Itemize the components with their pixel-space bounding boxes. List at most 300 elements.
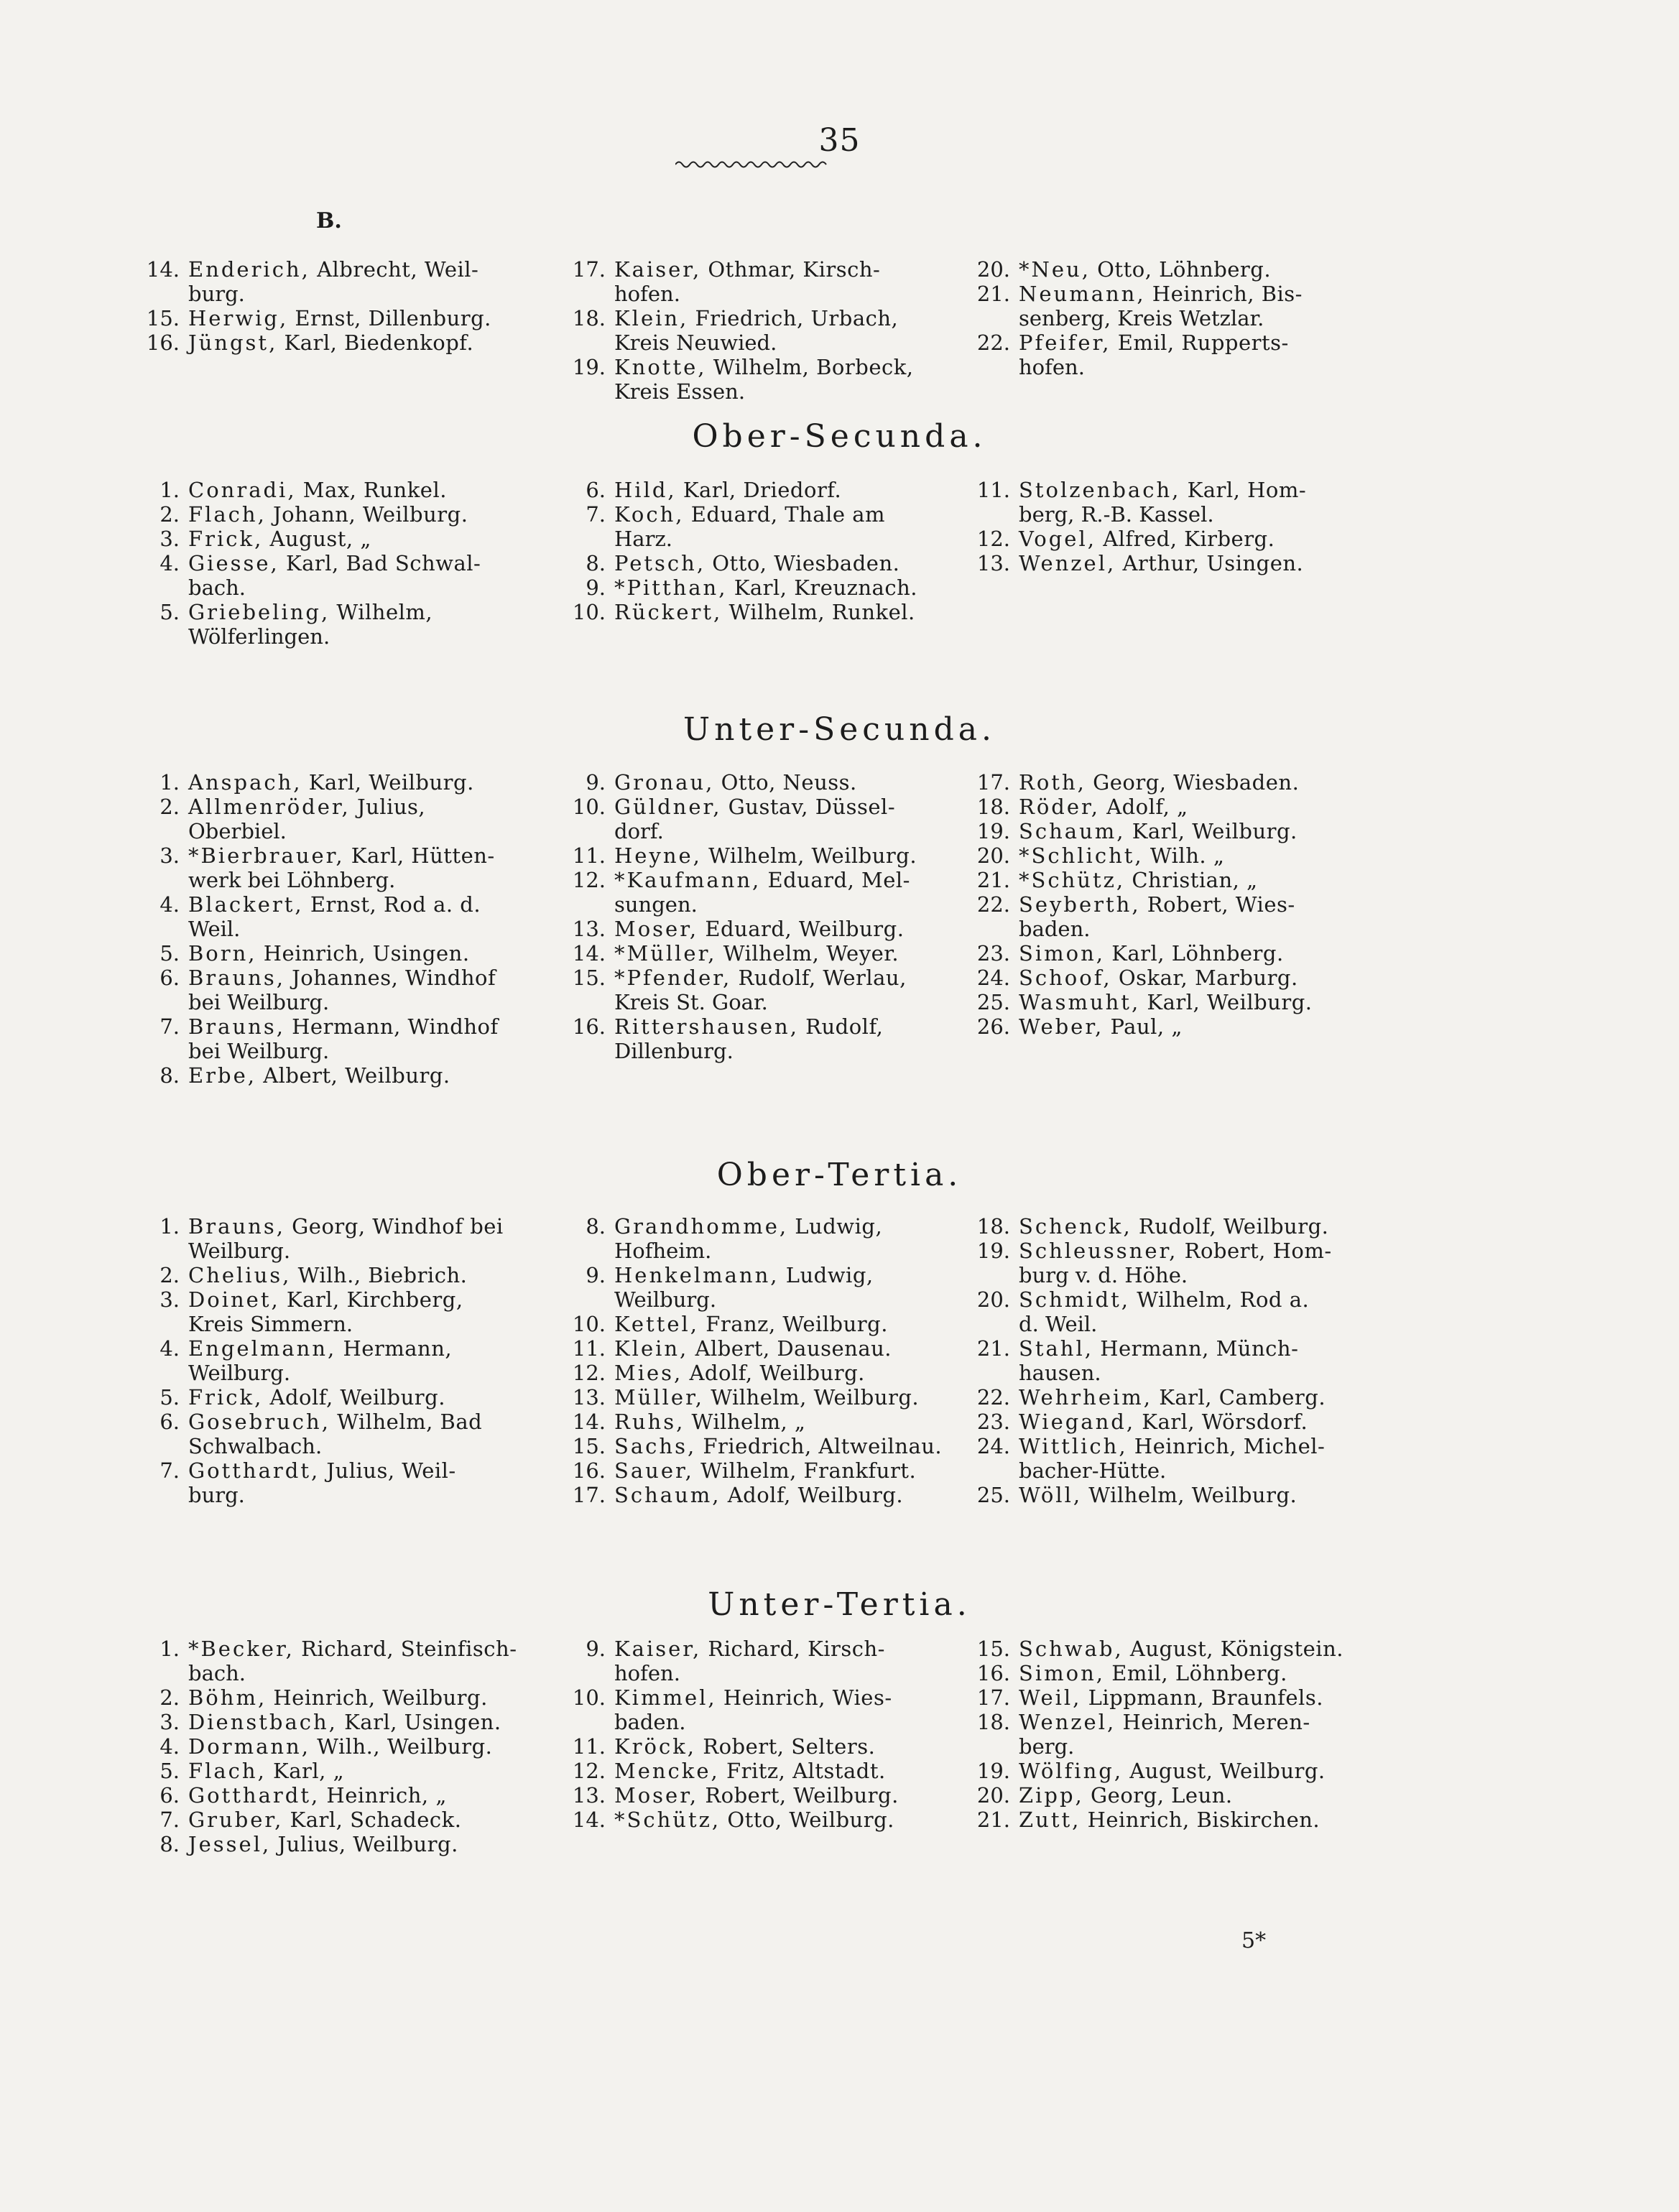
- student-details: Ludwig,: [795, 1214, 883, 1239]
- student-details: Emil, Löhnberg.: [1111, 1661, 1287, 1685]
- entry-number: 13.: [572, 1783, 606, 1808]
- student-surname: Schleussner,: [1019, 1239, 1178, 1263]
- student-details: Karl, Weilburg.: [308, 770, 474, 795]
- entry-number: 9.: [586, 1637, 606, 1661]
- student-entry: [159, 1734, 533, 1759]
- student-details: Julius, Weilburg.: [277, 1832, 458, 1856]
- student-details-continued: Oberbiel.: [188, 819, 287, 843]
- student-surname: Heyne,: [614, 843, 702, 868]
- student-surname: Schoof,: [1019, 966, 1112, 990]
- list-column: [976, 478, 1353, 575]
- entry-number: 17.: [572, 257, 606, 282]
- student-details: Eduard, Weilburg.: [705, 917, 905, 941]
- entry-number: 24.: [976, 966, 1010, 990]
- student-details-continued: hofen.: [1019, 355, 1085, 379]
- entry-number: 11.: [572, 843, 606, 868]
- entry-number: 14.: [572, 1410, 606, 1434]
- student-surname: Gruber,: [188, 1808, 284, 1832]
- student-entry: [159, 1783, 533, 1808]
- student-details: August, Weilburg.: [1129, 1759, 1326, 1783]
- student-details-continued: Harz.: [614, 527, 672, 551]
- entry-number: 13.: [572, 917, 606, 941]
- student-entry: [572, 1458, 959, 1483]
- student-surname: Vogel,: [1019, 527, 1096, 551]
- student-surname: *Pitthan,: [614, 575, 728, 600]
- student-surname: Moser,: [614, 1783, 699, 1808]
- entry-number: 4.: [159, 1734, 180, 1759]
- student-details: Wilhelm, Weilburg.: [1088, 1483, 1298, 1507]
- student-details: Fritz, Altstadt.: [726, 1759, 886, 1783]
- entry-number: 20.: [976, 1783, 1010, 1808]
- student-details: Alfred, Kirberg.: [1103, 527, 1275, 551]
- student-details-continued: sungen.: [614, 892, 698, 917]
- student-details: Otto, Wiesbaden.: [712, 551, 900, 575]
- student-details: Rudolf,: [805, 1014, 884, 1039]
- entry-number: 7.: [159, 1808, 180, 1832]
- student-entry: [572, 941, 959, 966]
- entry-number: 6.: [159, 1783, 180, 1808]
- student-surname: *Pfender,: [614, 966, 732, 990]
- student-entry: [976, 1336, 1353, 1385]
- entry-number: 16.: [146, 330, 180, 355]
- student-details: Adolf, Weilburg.: [269, 1385, 445, 1410]
- entry-number: 3.: [159, 527, 180, 551]
- student-entry: [976, 1808, 1353, 1832]
- student-details: Ernst, Dillenburg.: [295, 306, 491, 330]
- entry-number: 8.: [586, 551, 606, 575]
- entry-number: 12.: [572, 1759, 606, 1783]
- student-entry: [976, 551, 1353, 575]
- student-entry: [976, 1014, 1353, 1039]
- student-surname: Müller,: [614, 1385, 704, 1410]
- section-heading: Ober-Tertia.: [716, 1157, 963, 1193]
- student-details: Wilhelm, Bad: [337, 1410, 483, 1434]
- student-details: Adolf, Weilburg.: [689, 1361, 865, 1385]
- student-surname: Güldner,: [614, 795, 722, 819]
- student-entry: [586, 1214, 959, 1263]
- student-entry: [159, 1685, 533, 1710]
- student-details: Hermann, Windhof: [292, 1014, 499, 1039]
- student-surname: Griebeling,: [188, 600, 330, 624]
- student-entry: [572, 1014, 959, 1063]
- student-details: Wilhelm, Frankfurt.: [700, 1458, 917, 1483]
- entry-number: 17.: [572, 1483, 606, 1507]
- entry-number: 1.: [159, 478, 180, 502]
- entry-number: 21.: [976, 282, 1010, 306]
- student-surname: Schenck,: [1019, 1214, 1132, 1239]
- student-surname: Doinet,: [188, 1287, 280, 1312]
- student-entry: [572, 1483, 959, 1507]
- student-details: Robert, Selters.: [703, 1734, 876, 1759]
- student-surname: Weber,: [1019, 1014, 1104, 1039]
- student-details: Heinrich, Michel-: [1134, 1434, 1326, 1458]
- entry-number: 10.: [572, 1685, 606, 1710]
- student-details-continued: Weilburg.: [188, 1239, 291, 1263]
- student-surname: Wasmuht,: [1019, 990, 1141, 1014]
- list-column: [159, 478, 533, 649]
- student-surname: Conradi,: [188, 478, 297, 502]
- student-entry: [572, 1808, 959, 1832]
- student-entry: [976, 282, 1353, 330]
- entry-number: 13.: [976, 551, 1010, 575]
- list-column: [159, 770, 533, 1088]
- student-entry: [159, 527, 533, 551]
- student-details: Gustav, Düssel-: [728, 795, 896, 819]
- student-surname: Sachs,: [614, 1434, 697, 1458]
- student-entry: [572, 966, 959, 1014]
- entry-number: 19.: [572, 355, 606, 379]
- student-surname: Gronau,: [614, 770, 715, 795]
- student-details: Paul, „: [1110, 1014, 1183, 1039]
- student-details: Karl, Driedorf.: [683, 478, 842, 502]
- student-entry: [976, 892, 1353, 941]
- student-entry: [586, 1263, 959, 1312]
- student-details-continued: Kreis St. Goar.: [614, 990, 768, 1014]
- student-surname: Anspach,: [188, 770, 302, 795]
- student-entry: [976, 1661, 1353, 1685]
- student-surname: *Kaufmann,: [614, 868, 762, 892]
- student-details: Adolf, „: [1106, 795, 1188, 819]
- student-details-continued: Kreis Simmern.: [188, 1312, 353, 1336]
- student-entry: [976, 1287, 1353, 1336]
- list-column: [146, 257, 533, 355]
- student-surname: Flach,: [188, 502, 267, 527]
- student-details: Christian, „: [1132, 868, 1258, 892]
- student-entry: [572, 1410, 959, 1434]
- student-entry: [572, 306, 959, 355]
- student-details: Karl, Usingen.: [344, 1710, 501, 1734]
- entry-number: 22.: [976, 1385, 1010, 1410]
- student-details: Robert, Hom-: [1184, 1239, 1332, 1263]
- student-surname: Mies,: [614, 1361, 683, 1385]
- student-surname: Wenzel,: [1019, 1710, 1116, 1734]
- student-surname: Roth,: [1019, 770, 1086, 795]
- student-surname: Kaiser,: [614, 257, 702, 282]
- student-entry: [976, 770, 1353, 795]
- student-entry: [572, 1759, 959, 1783]
- student-details: Karl, Weilburg.: [1132, 819, 1298, 843]
- entry-number: 23.: [976, 1410, 1010, 1434]
- student-surname: Wenzel,: [1019, 551, 1116, 575]
- student-details: Albert, Dausenau.: [695, 1336, 892, 1361]
- student-surname: *Schlicht,: [1019, 843, 1144, 868]
- student-details: Robert, Weilburg.: [705, 1783, 899, 1808]
- student-entry: [976, 990, 1353, 1014]
- student-details-continued: Dillenburg.: [614, 1039, 734, 1063]
- student-entry: [159, 1637, 533, 1685]
- student-details: Georg, Windhof bei: [292, 1214, 504, 1239]
- student-entry: [572, 1685, 959, 1734]
- entry-number: 17.: [976, 770, 1010, 795]
- student-surname: *Bierbrauer,: [188, 843, 345, 868]
- student-entry: [976, 1710, 1353, 1759]
- student-entry: [976, 1385, 1353, 1410]
- entry-number: 21.: [976, 868, 1010, 892]
- entry-number: 2.: [159, 1685, 180, 1710]
- entry-number: 19.: [976, 1239, 1010, 1263]
- student-details: Max, Runkel.: [302, 478, 447, 502]
- student-details: Heinrich, Biskirchen.: [1087, 1808, 1320, 1832]
- entry-number: 4.: [159, 551, 180, 575]
- student-entry: [159, 478, 533, 502]
- entry-number: 5.: [159, 600, 180, 624]
- student-entry: [159, 1832, 533, 1856]
- student-details: Oskar, Marburg.: [1118, 966, 1298, 990]
- student-surname: Chelius,: [188, 1263, 292, 1287]
- student-entry: [586, 575, 959, 600]
- student-surname: Röder,: [1019, 795, 1100, 819]
- student-details: Wilhelm, Rod a.: [1137, 1287, 1310, 1312]
- list-column: [572, 478, 959, 624]
- student-details: Richard, Kirsch-: [708, 1637, 885, 1661]
- student-surname: Herwig,: [188, 306, 289, 330]
- student-details: Wilhelm,: [336, 600, 433, 624]
- entry-number: 1.: [159, 770, 180, 795]
- student-surname: Petsch,: [614, 551, 706, 575]
- entry-number: 11.: [976, 478, 1010, 502]
- student-details-continued: Schwalbach.: [188, 1434, 323, 1458]
- entry-number: 15.: [572, 966, 606, 990]
- student-details-continued: hausen.: [1019, 1361, 1101, 1385]
- student-details-continued: bacher-Hütte.: [1019, 1458, 1167, 1483]
- student-surname: Wiegand,: [1019, 1410, 1136, 1434]
- student-details: Ernst, Rod a. d.: [310, 892, 481, 917]
- entry-number: 8.: [586, 1214, 606, 1239]
- student-surname: Kimmel,: [614, 1685, 717, 1710]
- entry-number: 24.: [976, 1434, 1010, 1458]
- student-details: Arthur, Usingen.: [1122, 551, 1304, 575]
- entry-number: 1.: [159, 1214, 180, 1239]
- list-column: [159, 1637, 533, 1856]
- entry-number: 18.: [976, 1710, 1010, 1734]
- entry-number: 6.: [159, 966, 180, 990]
- student-surname: *Becker,: [188, 1637, 295, 1661]
- entry-number: 22.: [976, 892, 1010, 917]
- student-surname: Rückert,: [614, 600, 723, 624]
- student-entry: [572, 600, 959, 624]
- student-entry: [146, 330, 533, 355]
- entry-number: 6.: [586, 478, 606, 502]
- student-details: Otto, Weilburg.: [727, 1808, 894, 1832]
- student-details-continued: dorf.: [614, 819, 664, 843]
- student-entry: [572, 355, 959, 404]
- student-details: Hermann, Münch-: [1100, 1336, 1299, 1361]
- student-entry: [572, 1361, 959, 1385]
- wavy-rule-ornament: [675, 159, 830, 170]
- student-details: Rudolf, Weilburg.: [1138, 1214, 1329, 1239]
- student-surname: *Müller,: [614, 941, 717, 966]
- student-surname: *Schütz,: [1019, 868, 1126, 892]
- student-details: Heinrich, Bis-: [1152, 282, 1303, 306]
- list-column: [159, 1214, 533, 1507]
- student-entry: [572, 795, 959, 843]
- student-surname: Stahl,: [1019, 1336, 1093, 1361]
- student-entry: [572, 1336, 959, 1361]
- student-details-continued: Wölferlingen.: [188, 624, 330, 649]
- entry-number: 14.: [572, 1808, 606, 1832]
- student-surname: Klein,: [614, 306, 689, 330]
- student-entry: [586, 478, 959, 502]
- student-details: August, „: [269, 527, 371, 551]
- list-column: [976, 770, 1353, 1039]
- student-entry: [159, 502, 533, 527]
- entry-number: 23.: [976, 941, 1010, 966]
- student-entry: [159, 1336, 533, 1385]
- entry-number: 26.: [976, 1014, 1010, 1039]
- student-surname: Stolzenbach,: [1019, 478, 1181, 502]
- student-entry: [976, 1410, 1353, 1434]
- student-entry: [572, 1385, 959, 1410]
- student-entry: [976, 1434, 1353, 1483]
- student-details: Wilh., Weilburg.: [317, 1734, 493, 1759]
- student-details: Richard, Steinfisch-: [301, 1637, 517, 1661]
- entry-number: 2.: [159, 1263, 180, 1287]
- student-surname: Flach,: [188, 1759, 267, 1783]
- student-entry: [159, 1759, 533, 1783]
- student-entry: [159, 1710, 533, 1734]
- student-surname: Neumann,: [1019, 282, 1146, 306]
- student-details-continued: berg.: [1019, 1734, 1075, 1759]
- student-entry: [572, 917, 959, 941]
- list-column: [976, 257, 1353, 379]
- student-details: Otto, Löhnberg.: [1097, 257, 1272, 282]
- student-entry: [159, 1263, 533, 1287]
- student-entry: [976, 257, 1353, 282]
- entry-number: 16.: [572, 1014, 606, 1039]
- student-details: Heinrich, Meren-: [1122, 1710, 1310, 1734]
- student-details-continued: bei Weilburg.: [188, 1039, 330, 1063]
- student-entry: [146, 306, 533, 330]
- student-surname: Pfeifer,: [1019, 330, 1111, 355]
- student-surname: Koch,: [614, 502, 685, 527]
- entry-number: 3.: [159, 843, 180, 868]
- student-details-continued: bach.: [188, 1661, 246, 1685]
- list-column: [976, 1214, 1353, 1507]
- entry-number: 2.: [159, 795, 180, 819]
- entry-number: 10.: [572, 1312, 606, 1336]
- entry-number: 18.: [572, 306, 606, 330]
- student-entry: [159, 600, 533, 649]
- entry-number: 7.: [159, 1458, 180, 1483]
- student-surname: Schaum,: [1019, 819, 1126, 843]
- student-surname: Weil,: [1019, 1685, 1082, 1710]
- entry-number: 19.: [976, 1759, 1010, 1783]
- student-entry: [572, 868, 959, 917]
- list-column: [572, 1214, 959, 1507]
- student-details: Karl, Weilburg.: [1147, 990, 1313, 1014]
- entry-number: 21.: [976, 1336, 1010, 1361]
- entry-number: 3.: [159, 1287, 180, 1312]
- student-surname: Wehrheim,: [1019, 1385, 1152, 1410]
- student-surname: Schaum,: [614, 1483, 721, 1507]
- entry-number: 10.: [572, 795, 606, 819]
- student-details: Friedrich, Urbach,: [695, 306, 899, 330]
- entry-number: 18.: [976, 1214, 1010, 1239]
- student-details: Adolf, Weilburg.: [727, 1483, 904, 1507]
- student-details-continued: senberg, Kreis Wetzlar.: [1019, 306, 1264, 330]
- student-details-continued: baden.: [1019, 917, 1091, 941]
- student-details: Johann, Weilburg.: [273, 502, 468, 527]
- student-entry: [572, 1312, 959, 1336]
- entry-number: 15.: [976, 1637, 1010, 1661]
- student-details: Georg, Leun.: [1091, 1783, 1233, 1808]
- student-details-continued: Kreis Neuwied.: [614, 330, 777, 355]
- student-entry: [976, 843, 1353, 868]
- student-entry: [159, 966, 533, 1014]
- student-entry: [586, 551, 959, 575]
- entry-number: 19.: [976, 819, 1010, 843]
- student-details: Lippmann, Braunfels.: [1088, 1685, 1323, 1710]
- student-surname: Enderich,: [188, 257, 310, 282]
- student-details-continued: hofen.: [614, 1661, 680, 1685]
- student-surname: Schmidt,: [1019, 1287, 1130, 1312]
- student-surname: Simon,: [1019, 941, 1105, 966]
- entry-number: 12.: [572, 868, 606, 892]
- section-heading: Unter-Secunda.: [683, 711, 996, 748]
- student-surname: Brauns,: [188, 966, 285, 990]
- student-details: Karl, Bad Schwal-: [285, 551, 481, 575]
- student-surname: Born,: [188, 941, 257, 966]
- entry-number: 9.: [586, 1263, 606, 1287]
- entry-number: 2.: [159, 502, 180, 527]
- student-details: Wilhelm, Weilburg.: [708, 843, 917, 868]
- student-details: Ludwig,: [785, 1263, 874, 1287]
- entry-number: 18.: [976, 795, 1010, 819]
- student-details-continued: Weil.: [188, 917, 241, 941]
- student-entry: [586, 770, 959, 795]
- entry-number: 5.: [159, 941, 180, 966]
- student-surname: Rittershausen,: [614, 1014, 799, 1039]
- student-entry: [976, 478, 1353, 527]
- entry-number: 6.: [159, 1410, 180, 1434]
- student-surname: Blackert,: [188, 892, 304, 917]
- student-details: Heinrich, „: [326, 1783, 447, 1808]
- entry-number: 4.: [159, 1336, 180, 1361]
- student-details: Karl, Biedenkopf.: [284, 330, 474, 355]
- student-surname: Klein,: [614, 1336, 689, 1361]
- student-details: Albert, Weilburg.: [263, 1063, 450, 1088]
- entry-number: 1.: [159, 1637, 180, 1661]
- section-heading: Ober-Secunda.: [692, 418, 987, 455]
- student-entry: [976, 1685, 1353, 1710]
- student-surname: Jüngst,: [188, 330, 278, 355]
- entry-number: 7.: [586, 502, 606, 527]
- student-entry: [159, 1287, 533, 1336]
- list-column: [572, 257, 959, 404]
- entry-number: 7.: [159, 1014, 180, 1039]
- list-column: [976, 1637, 1353, 1832]
- entry-number: 12.: [572, 1361, 606, 1385]
- list-column: [572, 770, 959, 1063]
- student-details: Karl, Hütten-: [351, 843, 495, 868]
- student-details: Heinrich, Weilburg.: [273, 1685, 488, 1710]
- section-heading: Unter-Tertia.: [708, 1586, 971, 1623]
- student-entry: [159, 795, 533, 843]
- student-details: Eduard, Mel-: [767, 868, 910, 892]
- student-surname: Schwab,: [1019, 1637, 1124, 1661]
- student-details: Wilhelm, Borbeck,: [713, 355, 914, 379]
- student-details: Eduard, Thale am: [690, 502, 886, 527]
- entry-number: 15.: [572, 1434, 606, 1458]
- student-details-continued: baden.: [614, 1710, 686, 1734]
- student-details: Karl, Kreuznach.: [734, 575, 917, 600]
- student-details-continued: burg.: [188, 1483, 245, 1507]
- student-surname: Engelmann,: [188, 1336, 337, 1361]
- student-surname: Kröck,: [614, 1734, 697, 1759]
- student-details: Otto, Neuss.: [721, 770, 857, 795]
- entry-number: 21.: [976, 1808, 1010, 1832]
- student-surname: *Neu,: [1019, 257, 1091, 282]
